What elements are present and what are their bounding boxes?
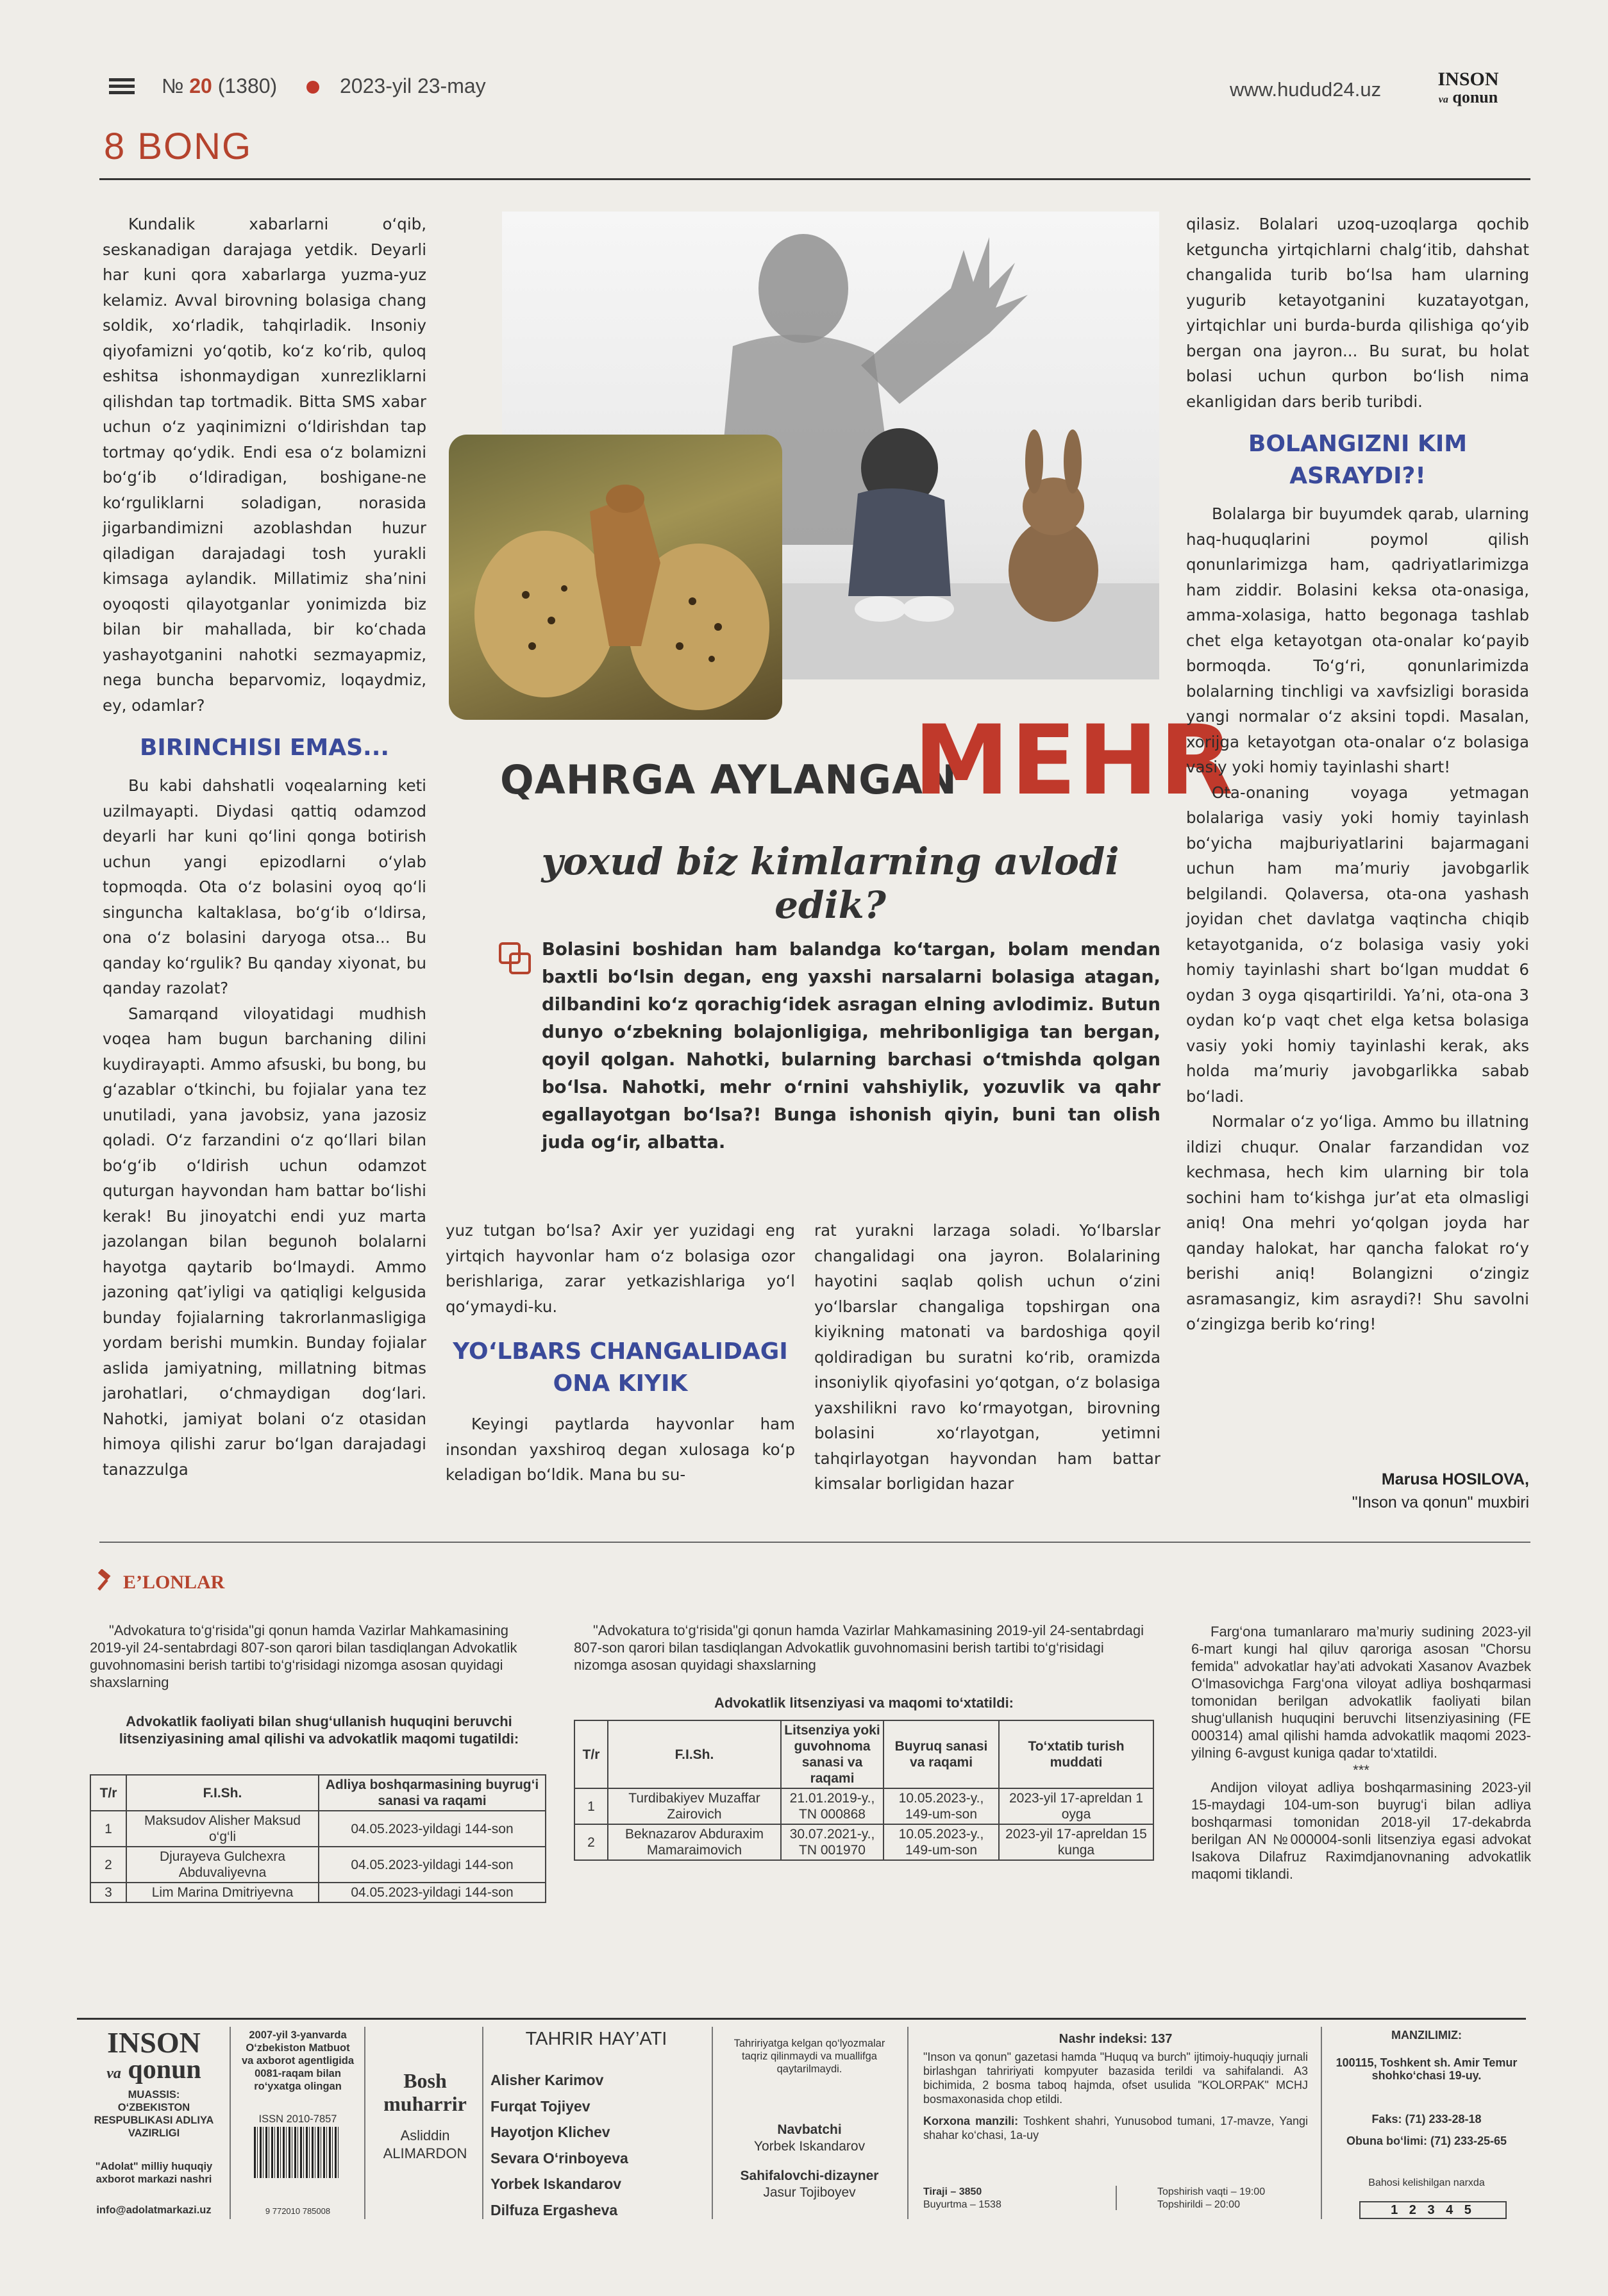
photo-cheetahs-gazelle (449, 435, 782, 720)
article-subtitle: yoxud biz kimlarning avlodi edik? (541, 840, 1119, 927)
fax: Faks: (71) 233-28-18 (1371, 2113, 1482, 2125)
print-info: "Inson va qonun" gazetasi hamda "Huquq va burch" ijtimoiy-huquqiy jurnali birlashgan tahririyati kompyuter bazasida terildi va sahifalandi. A3 bichimida, 2 bosma taboq hajmda, ofset usulida "KOLORPAK" MCHJ bosmaxonasida chop etildi. (923, 2051, 1308, 2106)
barcode-number: 9 772010 785008 (265, 2206, 331, 2216)
divider (907, 2027, 909, 2219)
divider (1321, 2027, 1322, 2219)
barcode-icon (254, 2127, 340, 2178)
table-row: 1 Turdibakiyev Muzaffar Zairovich 21.01.2019-y., TN 000868 10.05.2023-y., 149-um-son 2023-yil 17-apreldan 1 oyga (574, 1788, 1153, 1824)
founders: MUASSIS: O‘ZBEKISTON RESPUBLIKASI ADLIYA VAZIRLIGI (94, 2089, 214, 2139)
table-row: 3 Lim Marina Dmitriyevna 04.05.2023-yildagi 144-son (90, 1883, 546, 1902)
chief-editor-name: Asliddin ALIMARDON (383, 2127, 467, 2161)
board-list: Alisher Karimov Furqat Tojiyev Hayotjon Klichev Sevara O‘rinboyeva Yorbek Iskandarov Dilfuza Ergasheva (490, 2072, 628, 2218)
circulation-info: Tiraji – 3850 Buyurtma – 1538 (923, 2186, 1001, 2210)
quote-icon (498, 941, 533, 977)
ad1-table (90, 1774, 546, 1903)
editorial-note: Tahririyatga kelgan qo‘lyozmalar taqriz qilinmaydi va muallifga qaytarilmaydi. (733, 2038, 885, 2075)
subheading-bolangizni: BOLANGIZNI KIM ASRAYDI?! (1248, 431, 1468, 489)
ads-heading: E’LONLAR (123, 1572, 225, 1593)
paragraph: Bolalarga bir buyumdek qarab, ularning haq-huquqlarini poymol qilish qonunlarimizga ham, qadriyatlarimizga ham ziddir. Bolasini keksa ota-onasiga, amma-xolasiga, hatto begonaga tashlab chet elga ketayotgan ota-onalar ko‘payib bormoqda. To‘g‘ri, qonunlarimizda bolalarning tinchligi va xavfsizligi borasida yangi normalar o‘z aksini topdi. Masalan, xorijga ketayotgan ota-onalar o‘z bolasiga vasiy yoki homiy tayinlashi shart! (1186, 504, 1529, 776)
ad1-caption: Advokatlik faoliyati bilan shug‘ullanish huquqini beruvchi litsenziyasining amal qilishi va advokatlik maqomi tugatildi: (119, 1713, 519, 1747)
price: Bahosi kelishilgan narxda (1368, 2177, 1485, 2188)
issue-number: № 20 (1380) (162, 74, 278, 97)
publication-index: Nashr indeksi: 137 (1059, 2032, 1173, 2046)
address-label: MANZILIMIZ: (1391, 2029, 1462, 2042)
article-column-4 (1186, 212, 1529, 1337)
footer-logo: INSON va qonun (106, 2026, 201, 2084)
table-row: 2 Djurayeva Gulchexra Abduvaliyevna 04.05.2023-yildagi 144-son (90, 1847, 546, 1883)
website-link[interactable]: www.hudud24.uz (1230, 78, 1382, 101)
ad2-intro: "Advokatura to‘g‘risida"gi qonun hamda Vazirlar Mahkamasining 2019-yil 24-sentabrdagi 807-son qarori bilan tasdiqlangan Advokatlik guvohnomasini berish tartibi to‘g‘risidagi nizomga asosan quyidagi shaxslarning (574, 1622, 1144, 1673)
subheading-yolbars: YO‘LBARS CHANGALIDAGI ONA KIYIK (453, 1338, 788, 1397)
ad2-caption: Advokatlik litsenziyasi va maqomi to‘xtatildi: (714, 1695, 1014, 1711)
menu-icon[interactable] (109, 78, 135, 97)
article-author: Marusa HOSILOVA, "Inson va qonun" muxbiri (1352, 1470, 1529, 1511)
printer-address: Korxona manzili: Toshkent shahri, Yunusobod tumani, 17-mavze, Yangi shahar ko‘chasi, 1a-uy (923, 2115, 1308, 2142)
duty-editor: Navbatchi Yorbek Iskandarov (753, 2122, 866, 2154)
ads-divider (99, 1542, 1530, 1543)
table-row: 2 Beknazarov Abduraxim Mamaraimovich 30.07.2021-y., TN 001970 10.05.2023-y., 149-um-son 2023-yil 17-apreldan 15 kunga (574, 1824, 1153, 1860)
issn: ISSN 2010-7857 (258, 2113, 337, 2125)
email-link[interactable]: info@adolatmarkazi.uz (96, 2204, 212, 2216)
article-column-2 (446, 1218, 795, 1488)
subheading-birinchisi: BIRINCHISI EMAS... (139, 735, 390, 761)
chief-editor-label: Bosh muharrir (383, 2069, 467, 2115)
paragraph: Keyingi paytlarda hayvonlar ham insondan yaxshiroq degan xulosaga ko‘p keladigan bo‘ldik. Mana bu su- (446, 1415, 795, 1484)
article-column-3 (814, 1218, 1160, 1497)
table-header-row: T/r F.I.Sh. Litsenziya yoki guvohnoma sanasi va raqami Buyruq sanasi va raqami To‘xtatib turish muddati (574, 1720, 1153, 1788)
publisher: "Adolat" milliy huquqiy axborot markazi nashri (95, 2161, 213, 2185)
article-column-1 (103, 212, 426, 1482)
paragraph: qilasiz. Bolalari uzoq-uzoqlarga qochib ketguncha yirtqichlarni chalg‘itib, dahshat changalida turib bo‘lsa ham ularning yugurib ketayotganini kuzatayotgan, yirtqichlar uni burda-burda qilishiga qo‘yib bergan ona jayron... Bu surat, bu holat bolasi uchun qurbon bo‘lish nima ekanligidan dars berib turibdi. (1186, 215, 1529, 411)
board-title: TAHRIR HAY’ATI (525, 2029, 667, 2049)
ad3-text: Farg‘ona tumanlararo ma’muriy sudining 2023-yil 6-mart kungi hal qiluv qaroriga asosan "Chorsu femida" advokatlar hay’ati advokati Xasanov Avazbek O‘lmasovichga Farg‘ona viloyat adliya boshqarmasi tomonidan berilgan advokatlik faoliyati bilan shug‘ullanish huquqini beruvchi litsenziyasining (FE 000314) amal qilishi hamda advokatlik maqomi 2023-yilning 6-avgust kuniga qadar to‘xtatildi. *** Andijon viloyat adliya boshqarmasining 2023-yil 15-maydagi 104-um-son buyrug‘i bilan adliya boshqarmasi tomonidan 2018-yil 17-dekabrda berilgan AN №000004-sonli litsenziya egasi advokat Isakova Dilafruz Raximdjanovnaning advokatlik maqomi tiklandi. (1191, 1624, 1531, 1882)
divider (712, 2027, 713, 2219)
submission-times: Topshirish vaqti – 19:00 Topshirildi – 20:00 (1157, 2186, 1266, 2210)
table-row: 1 Maksudov Alisher Maksud o‘g‘li 04.05.2023-yildagi 144-son (90, 1811, 546, 1847)
issue-date: 2023-yil 23-may (340, 74, 486, 97)
separator-dot-icon (306, 81, 319, 94)
divider (364, 2027, 365, 2219)
paragraph: Bu kabi dahshatli voqealarning keti uzilmayapti. Diydasi qattiq odamzod deyarli har kuni qo‘lini qonga botirish uchun yangi epizodlarni o‘ylab topmoqda. Ota o‘z bolasini oyoq qo‘li singuncha kaltaklasa, bo‘g‘ib o‘ldirsa, ona o‘z bolasini daryoga otsa... Bu qanday ko‘rgulik? Bu qanday xiyonat, bu qanday razolat? (103, 776, 426, 997)
address: 100115, Toshkent sh. Amir Temur shohko‘chasi 19-uy. (1336, 2056, 1518, 2082)
article-lead: Bolasini boshidan ham balandga ko‘targan, bolam mendan baxtli bo‘lsin degan, eng yaxshi narsalarni bolasiga atagan, dilbandini ko‘z qorachig‘idek asragan elning avlodimiz. Butun dunyo o‘zbekning bolajonligiga, mehribonligiga tan bergan, qoyil qolgan. Nahotki, bularning barchasi o‘tmishda qolgan bo‘lsa. Nahotki, mehr o‘rnini vahshiylik, yozuvlik va qahr egallayotgan bo‘lsa?! Bunga ishonish qiyin, buni tan olish juda og‘ir, albatta. (542, 939, 1160, 1152)
ad1-intro: "Advokatura to‘g‘risida"gi qonun hamda Vazirlar Mahkamasining 2019-yil 24-sentabrdagi 807-son qarori bilan tasdiqlangan Advokatlik guvohnomasini berish tartibi to‘g‘risidagi nizomga asosan quyidagi shaxslarning (90, 1622, 517, 1690)
table-header-row: T/r F.I.Sh. Adliya boshqarmasining buyrug‘i sanasi va raqami (90, 1775, 546, 1811)
divider (1116, 2186, 1117, 2210)
article-title-part1: QAHRGA AYLANGAN (500, 756, 957, 803)
ad2-table (574, 1720, 1154, 1861)
newspaper-logo: INSON va qonun (1437, 69, 1499, 106)
article-title-part2: MEHR (914, 705, 1235, 817)
divider (482, 2027, 483, 2219)
paragraph: Normalar o‘z yo‘liga. Ammo bu illatning ildizi chuqur. Onalar farzandidan voz kechmasa, hech kim ularning bir tola sochini ham to‘kishga jur’at eta olmasligi aniq! Ona mehri yo‘qolgan joyda har qanday halokat, har qancha falokat ro‘y berishi aniq! Bolangizni o‘zingiz asramasangiz, kim asraydi?! Shu savolni o‘zingizga berib ko‘ring! (1186, 1112, 1529, 1333)
paragraph: Ota-onaning voyaga yetmagan bolalariga vasiy yoki homiy tayinlash bo‘yicha majburiyatlarini bajarmagani uchun ham ma’muriy javobgarlik belgilandi. Qolaversa, ota-ona yashash joyidan chet davlatga vaqtincha chiqib ketayotganida, o‘z bolasiga vasiy yoki homiy tayinlashi shart bo‘lgan muddat 6 oydan 3 oyga qisqartirildi. Ya’ni, ota-ona 3 oydan ko‘p vaqt chet elga ketsa bolasiga vasiy yoki homiy tayinlashi kerak, aks holda ma’muriy javobgarlikka sabab bo‘ladi. (1186, 783, 1529, 1106)
paragraph: rat yurakni larzaga soladi. Yo‘lbarslar changalidagi ona jayron. Bolalarining hayotini saqlab qolish uchun o‘zini yo‘lbarslar changaliga topshirgan ona kiyikning matonati va bardoshiga qoyil qoldiradigan bu suratni ko‘rib, oramizda insoniylik qiyofasini yo‘qotgan, o‘z bolasiga yaxshilikni ravo ko‘rmayotgan, birovning bolasini xo‘rlayotgan, yetimni tahqirlayotgan hayvondan ham battar kimsalar borligidan hazar (814, 1221, 1160, 1493)
designer: Sahifalovchi-dizayner Jasur Tojiboyev (740, 2168, 879, 2200)
registration-info: 2007-yil 3-yanvarda O‘zbekiston Matbuot va axborot agentligida 0081-raqam bilan ro‘yxatga olingan (241, 2029, 355, 2092)
page-index-box: 1 2 3 4 5 (1359, 2201, 1507, 2219)
paragraph: yuz tutgan bo‘lsa? Axir yer yuzidagi eng yirtqich hayvonlar ham o‘z bolasiga ozor berishlariga, zarar yetkazishlariga yo‘l qo‘ymaydi-ku. (446, 1221, 795, 1316)
subscription: Obuna bo‘limi: (71) 233-25-65 (1346, 2134, 1507, 2147)
paragraph: Samarqand viloyatidagi mudhish voqea ham bugun barchaning dilini kuydirayapti. Ammo afsuski, bu bong, bu g‘azablar o‘tkinchi, bu fojialar yana tez unutiladi, yana javobsiz, yana jazosiz qoladi. O‘z farzandini o‘z qo‘llari bilan bo‘g‘ib o‘ldirish uchun odamzot quturgan hayvondan ham battar bo‘lishi kerak! Bu jinoyatchi endi yuz marta jazolangan bilan begunoh bolalarni hayotga qaytarib bo‘lmaydi. Ammo jazoning qat’iyligi va qatiqligi kelgusida bunday fojialarning takrorlanmasligiga yordam berishi mumkin. Bunday fojialar aslida jamiyatning, millatning bitmas jarohatlari, o‘chmaydigan dog‘lari. Nahotki, jamiyat bolani o‘z otasidan himoya qilishi zarur bo‘lgan darajadagi tanazzulga (103, 1004, 426, 1479)
header-divider (99, 178, 1530, 180)
footer-divider (77, 2018, 1526, 2020)
paragraph: Kundalik xabarlarni o‘qib, seskanadigan darajaga yetdik. Deyarli har kuni qora xabarlarga yuzma-yuz kelamiz. Avval birovning bolasiga chang soldik, xo‘rladik, tahqirladik. Insoniy qiyofamizni yo‘qotib, ko‘z ko‘rib, quloq eshitsa ishonmaydigan xunrezliklarni qilishdan tap tortmadik. Bitta SMS xabar uchun o‘z yaqinimizni o‘ldirishdan tap tortmay qo‘ydik. Endi esa o‘z bolamizni bo‘g‘ib o‘ldiradigan, boshigane-ne ko‘rguliklarni soladigan, norasida jigarbandimizni azoblashdan huzur qiladigan darajadagi tosh yurakli kimsaga aylandik. Millatimiz sha’nini oyoqosti qilayotganlar yonimizda biz bilan bir mahallada, bir ko‘chada yashayotganini nahotki sezmayapmiz, nega buncha beparvomiz, loqaydmiz, ey, odamlar? (103, 215, 426, 715)
gavel-icon (95, 1569, 117, 1591)
divider (230, 2027, 231, 2219)
page-label: 8 BONG (104, 126, 253, 167)
